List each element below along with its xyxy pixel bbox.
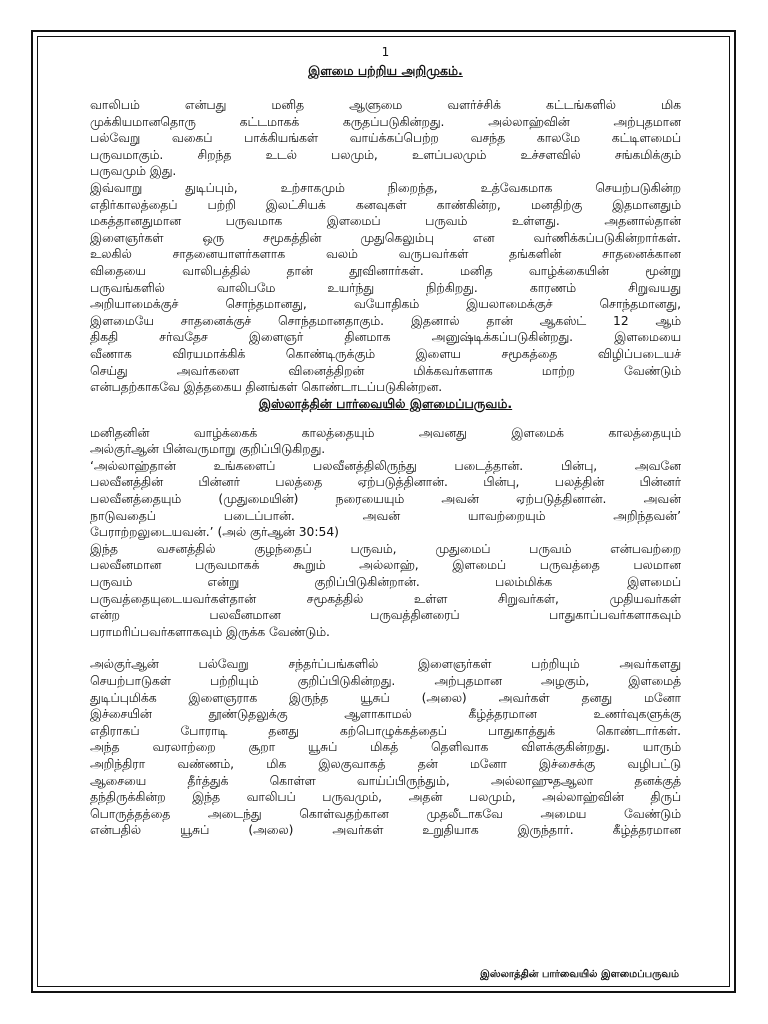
text-line: பலவீனத்தின் பின்னர் பலத்தை ஏற்படுத்தினான். பின்பு, பலத்தின் பின்னர் <box>90 475 681 490</box>
text-line: பொருத்தத்தை அடைந்து கொள்வதற்கான முதலீடாகவே அமைய வேண்டும் <box>90 806 681 821</box>
text-line: பருவம் என்று குறிப்பிடுகின்றான். பலம்மிக்க இளமைப் <box>90 575 681 590</box>
text-line: இளைஞர்கள் ஒரு சமூகத்தின் முதுகெலும்பு என வர்ணிக்கப்படுகின்றார்கள். <box>90 230 681 245</box>
text-line: அல்குர்ஆன் பல்வேறு சந்தர்ப்பங்களில் இளைஞர்கள் பற்றியும் அவர்களது <box>90 657 681 672</box>
text-line: பருவத்தையுடையவர்கள்தான் சமூகத்தில் உள்ள சிறுவர்கள், முதியவர்கள் <box>90 591 681 606</box>
text-line: இச்சையின் தூண்டுதலுக்கு ஆளாகாமல் கீழ்த்தரமான உணர்வுகளுக்கு <box>90 707 681 722</box>
page-footer: இஸ்லாத்தின் பார்வையில் இளமைப்பருவம் <box>480 969 679 980</box>
text-line: அல்குர்ஆன் பின்வருமாறு குறிப்பிடுகிறது. <box>90 442 326 457</box>
text-line: துடிப்புமிக்க இளைஞராக இருந்த யூசுப் (அலை) அவர்கள் தனது மனோ <box>90 690 681 705</box>
text-line: என்ற பலவீனமான பருவத்தினரைப் பாதுகாப்பவர்களாகவும் <box>90 608 681 623</box>
paragraph-quran-verse <box>90 425 681 641</box>
text-line: முக்கியமானதொரு கட்டமாகக் கருதப்படுகின்றது. அல்லாஹ்வின் அற்புதமான <box>90 114 681 129</box>
text-line: பராமரிப்பவர்களாகவும் இருக்க வேண்டும். <box>90 624 330 639</box>
text-line: இந்த வசனத்தில் குழந்தைப் பருவம், முதுமைப் பருவம் என்பவற்றை <box>90 541 681 556</box>
text-line: அறியாமைக்குச் சொந்தமானது, வயோதிகம் இயலாமைக்குச் சொந்தமானது, <box>90 297 681 312</box>
text-line: உலகில் சாதனையாளர்களாக வலம் வருபவர்கள் தங்களின் சாதனைக்கான <box>90 247 681 262</box>
text-line: பேராற்றலுடையவன்.’ (அல் குர்ஆன் 30:54) <box>90 525 339 540</box>
text-line: பலவீனத்தையும் (முதுமையின்) நரையையும் அவன் ஏற்படுத்தினான். அவன் <box>90 492 681 507</box>
text-line: வீணாக விரயமாக்கிக் கொண்டிருக்கும் இளைய சமூகத்தை விழிப்படையச் <box>90 346 681 361</box>
section-heading-introduction: இளமை பற்றிய அறிமுகம். <box>308 63 463 78</box>
text-line: ஆசையை தீர்த்துக் கொள்ள வாய்ப்பிருந்தும், அல்லாஹுதஆலா தனக்குத் <box>90 773 681 788</box>
text-line: மனிதனின் வாழ்க்கைக் காலத்தையும் அவனது இளமைக் காலத்தையும் <box>90 425 681 440</box>
text-line: என்பதில் யூசுப் (அலை) அவர்கள் உறுதியாக இருந்தார். கீழ்த்தரமான <box>90 823 681 838</box>
page-number: 1 <box>381 45 390 59</box>
text-line: மகத்தானதுமான பருவமாக இளமைப் பருவம் உள்ளது. அதனால்தான் <box>90 214 681 229</box>
text-line: ‘அல்லாஹ்தான் உங்களைப் பலவீனத்திலிருந்து படைத்தான். பின்பு, அவனே <box>90 458 681 473</box>
text-line: பருவங்களில் வாலிபமே உயர்ந்து நிற்கிறது. காரணம் சிறுவயது <box>90 280 681 295</box>
paragraph-introduction <box>90 97 681 396</box>
text-line: திகதி சர்வதேச இளைஞர் தினமாக அனுஷ்டிக்கப்படுகின்றது. இளமையை <box>90 330 681 345</box>
text-line: இளமையே சாதனைக்குச் சொந்தமானதாகும். இதனால் தான் ஆகஸ்ட் 12 ஆம் <box>90 313 681 328</box>
text-line: பல்வேறு வகைப் பாக்கியங்கள் வாய்க்கப்பெற்ற வசந்த காலமே கட்டிளமைப் <box>90 131 681 146</box>
text-line: வாலிபம் என்பது மனித ஆளுமை வளர்ச்சிக் கட்டங்களில் மிக <box>90 98 681 112</box>
text-line: எதிராகப் போராடி தனது கற்பொழுக்கத்தைப் பாதுகாத்துக் கொண்டார்கள். <box>90 723 681 738</box>
text-line: இவ்வாறு துடிப்பும், உற்சாகமும் நிறைந்த, உத்வேகமாக செயற்படுகின்ற <box>90 180 681 195</box>
text-line: அந்த வரலாற்றை சூறா யூசுப் மிகத் தெளிவாக விளக்குகின்றது. யாரும் <box>90 740 681 755</box>
text-line: தந்திருக்கின்ற இந்த வாலிபப் பருவமும், அதன் பலமும், அல்லாஹ்வின் திருப் <box>90 790 681 805</box>
text-line: நாடுவதைப் படைப்பான். அவன் யாவற்றையும் அறிந்தவன்’ <box>90 508 681 523</box>
text-line: செயற்பாடுகள் பற்றியும் குறிப்பிடுகின்றது. அற்புதமான அழகும், இளமைத் <box>90 674 681 688</box>
text-line: பலவீனமான பருவமாகக் கூறும் அல்லாஹ், இளமைப் பருவத்தை பலமான <box>90 558 681 573</box>
text-line: என்பதற்காகவே இத்தகைய தினங்கள் கொண்டாடப்படுகின்றன. <box>90 380 443 395</box>
paragraph-yusuf-story <box>90 656 681 839</box>
document-page <box>90 40 681 985</box>
section-heading-islamic-view: இஸ்லாத்தின் பார்வையில் இளமைப்பருவம். <box>258 395 513 411</box>
text-line: எதிர்காலத்தைப் பற்றி இலட்சியக் கனவுகள் காண்கின்ற, மனதிற்கு இதமானதும் <box>90 197 681 212</box>
text-line: விதையை வாலிபத்தில் தான் தூவினார்கள். மனித வாழ்க்கையின் மூன்று <box>90 263 681 278</box>
text-line: பருவமாகும். சிறந்த உடல் பலமும், உளப்பலமும் உச்சளவில் சங்கமிக்கும் <box>90 147 681 162</box>
text-line: செய்து அவர்களை வினைத்திறன் மிக்கவர்களாக மாற்ற வேண்டும் <box>90 363 681 378</box>
text-line: அறிந்திரா வண்ணம், மிக இலகுவாகத் தன் மனோ இச்சைக்கு வழிபட்டு <box>90 756 681 771</box>
text-line: பருவமும் இது. <box>90 164 177 179</box>
